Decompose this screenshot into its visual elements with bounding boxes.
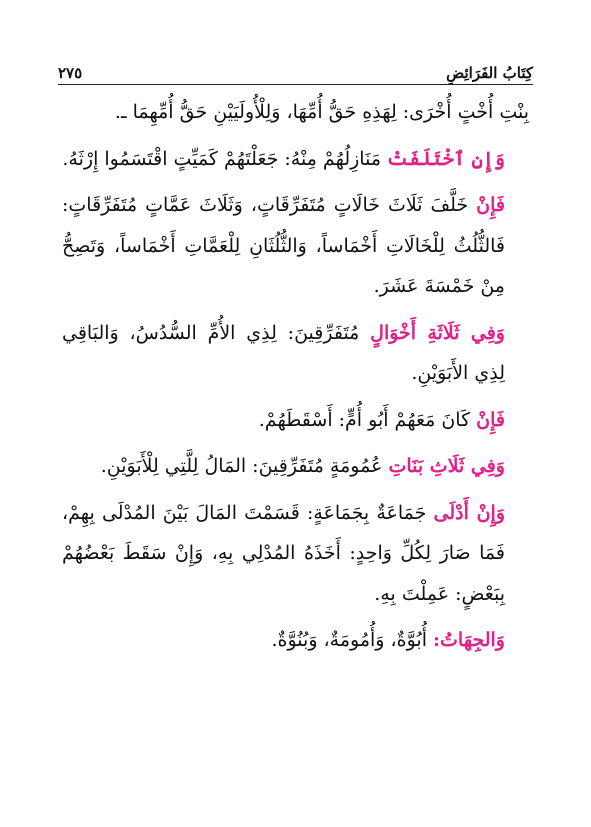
paragraph-1 [62,92,529,133]
paragraph-keyword: وَإِنِ ٱخْتَلَفَتْ [387,147,505,170]
paragraph-text: عُمُومَةٍ مُتَفَرِّقِينَ: المَالُ لِلَّتِي لِلْأَبَوَيْنِ. [100,455,389,477]
paragraph-3 [62,185,529,307]
paragraph-keyword: وَفِي ثَلَاثِ بَنَاتِ [388,455,505,477]
paragraph-text: كَانَ مَعَهُمْ أَبُو أُمٍّ: أَسْقَطَهُمْ. [258,408,477,431]
paragraph-7 [62,493,529,615]
paragraph-text: بِنْتِ أُخْتٍ أُخْرَى: لِهَذِهِ حَقُّ أُمِّهَا، وَلِلْأُولَيَيْنِ حَقُّ أُمِّهِمَا ـ. [114,101,529,123]
paragraph-keyword: وَإِنْ أَدْلَى [433,501,505,524]
paragraph-text: جَمَاعَةٌ بِجَمَاعَةٍ: قَسَمْتَ المَالَ بَيْنَ المُدْلَى بِهِمْ، فَمَا صَارَ لِكُلِّ وَاحِدٍ: أَخَذَهُ المُدْلِي بِهِ، وَإِنْ سَقَطَ بَعْضُهُمْ بِبَعْضٍ: عَمِلْتَ بِهِ. [62,501,505,605]
page-header [58,52,533,82]
paragraph-text: أُبُوَّةٌ، وَأُمُومَةٌ، وَبُنُوَّةٌ. [271,629,434,651]
paragraph-keyword: وَفِي ثَلَاثَةِ أَخْوَالٍ [370,321,505,344]
paragraph-keyword: فَإِنْ [476,408,505,431]
body-text [62,92,529,667]
paragraph-2 [62,139,529,180]
paragraph-keyword: فَإِنْ [476,194,505,216]
paragraph-4 [62,313,529,394]
paragraph-text: مُتَفَرِّقِينَ: لِذِي الأُمِّ السُّدُسُ، وَالبَاقِي لِذِي الأَبَوَيْنِ. [62,321,505,384]
paragraph-text: خَلَّفَ ثَلَاثَ خَالَاتٍ مُتَفَرِّقَاتٍ، وَثَلَاثَ عَمَّاتٍ مُتَفَرِّقَاتٍ: فَالثُّلُثُ لِلْخَالَاتِ أَخْمَاساً، وَالثُّلُثَانِ لِلْعَمَّاتِ أَخْمَاساً، وَتَصِحُّ مِنْ خَمْسَةَ عَشَرَ. [62,194,505,297]
paragraph-5 [62,400,529,441]
paragraph-6 [62,446,529,487]
paragraph-text: مَنَازِلُهُمْ مِنْهُ: جَعَلْتَهُمْ كَمَيِّتٍ اقْتَسَمُوا إِرْثَهُ. [62,147,388,170]
page-number: ٢٧٥ [58,64,83,82]
paragraph-keyword: وَالجِهَاتُ: [433,629,505,651]
header-divider [58,84,533,85]
chapter-title: كِتَابُ الفَرَائِضِ [446,64,533,82]
paragraph-8 [62,620,529,661]
